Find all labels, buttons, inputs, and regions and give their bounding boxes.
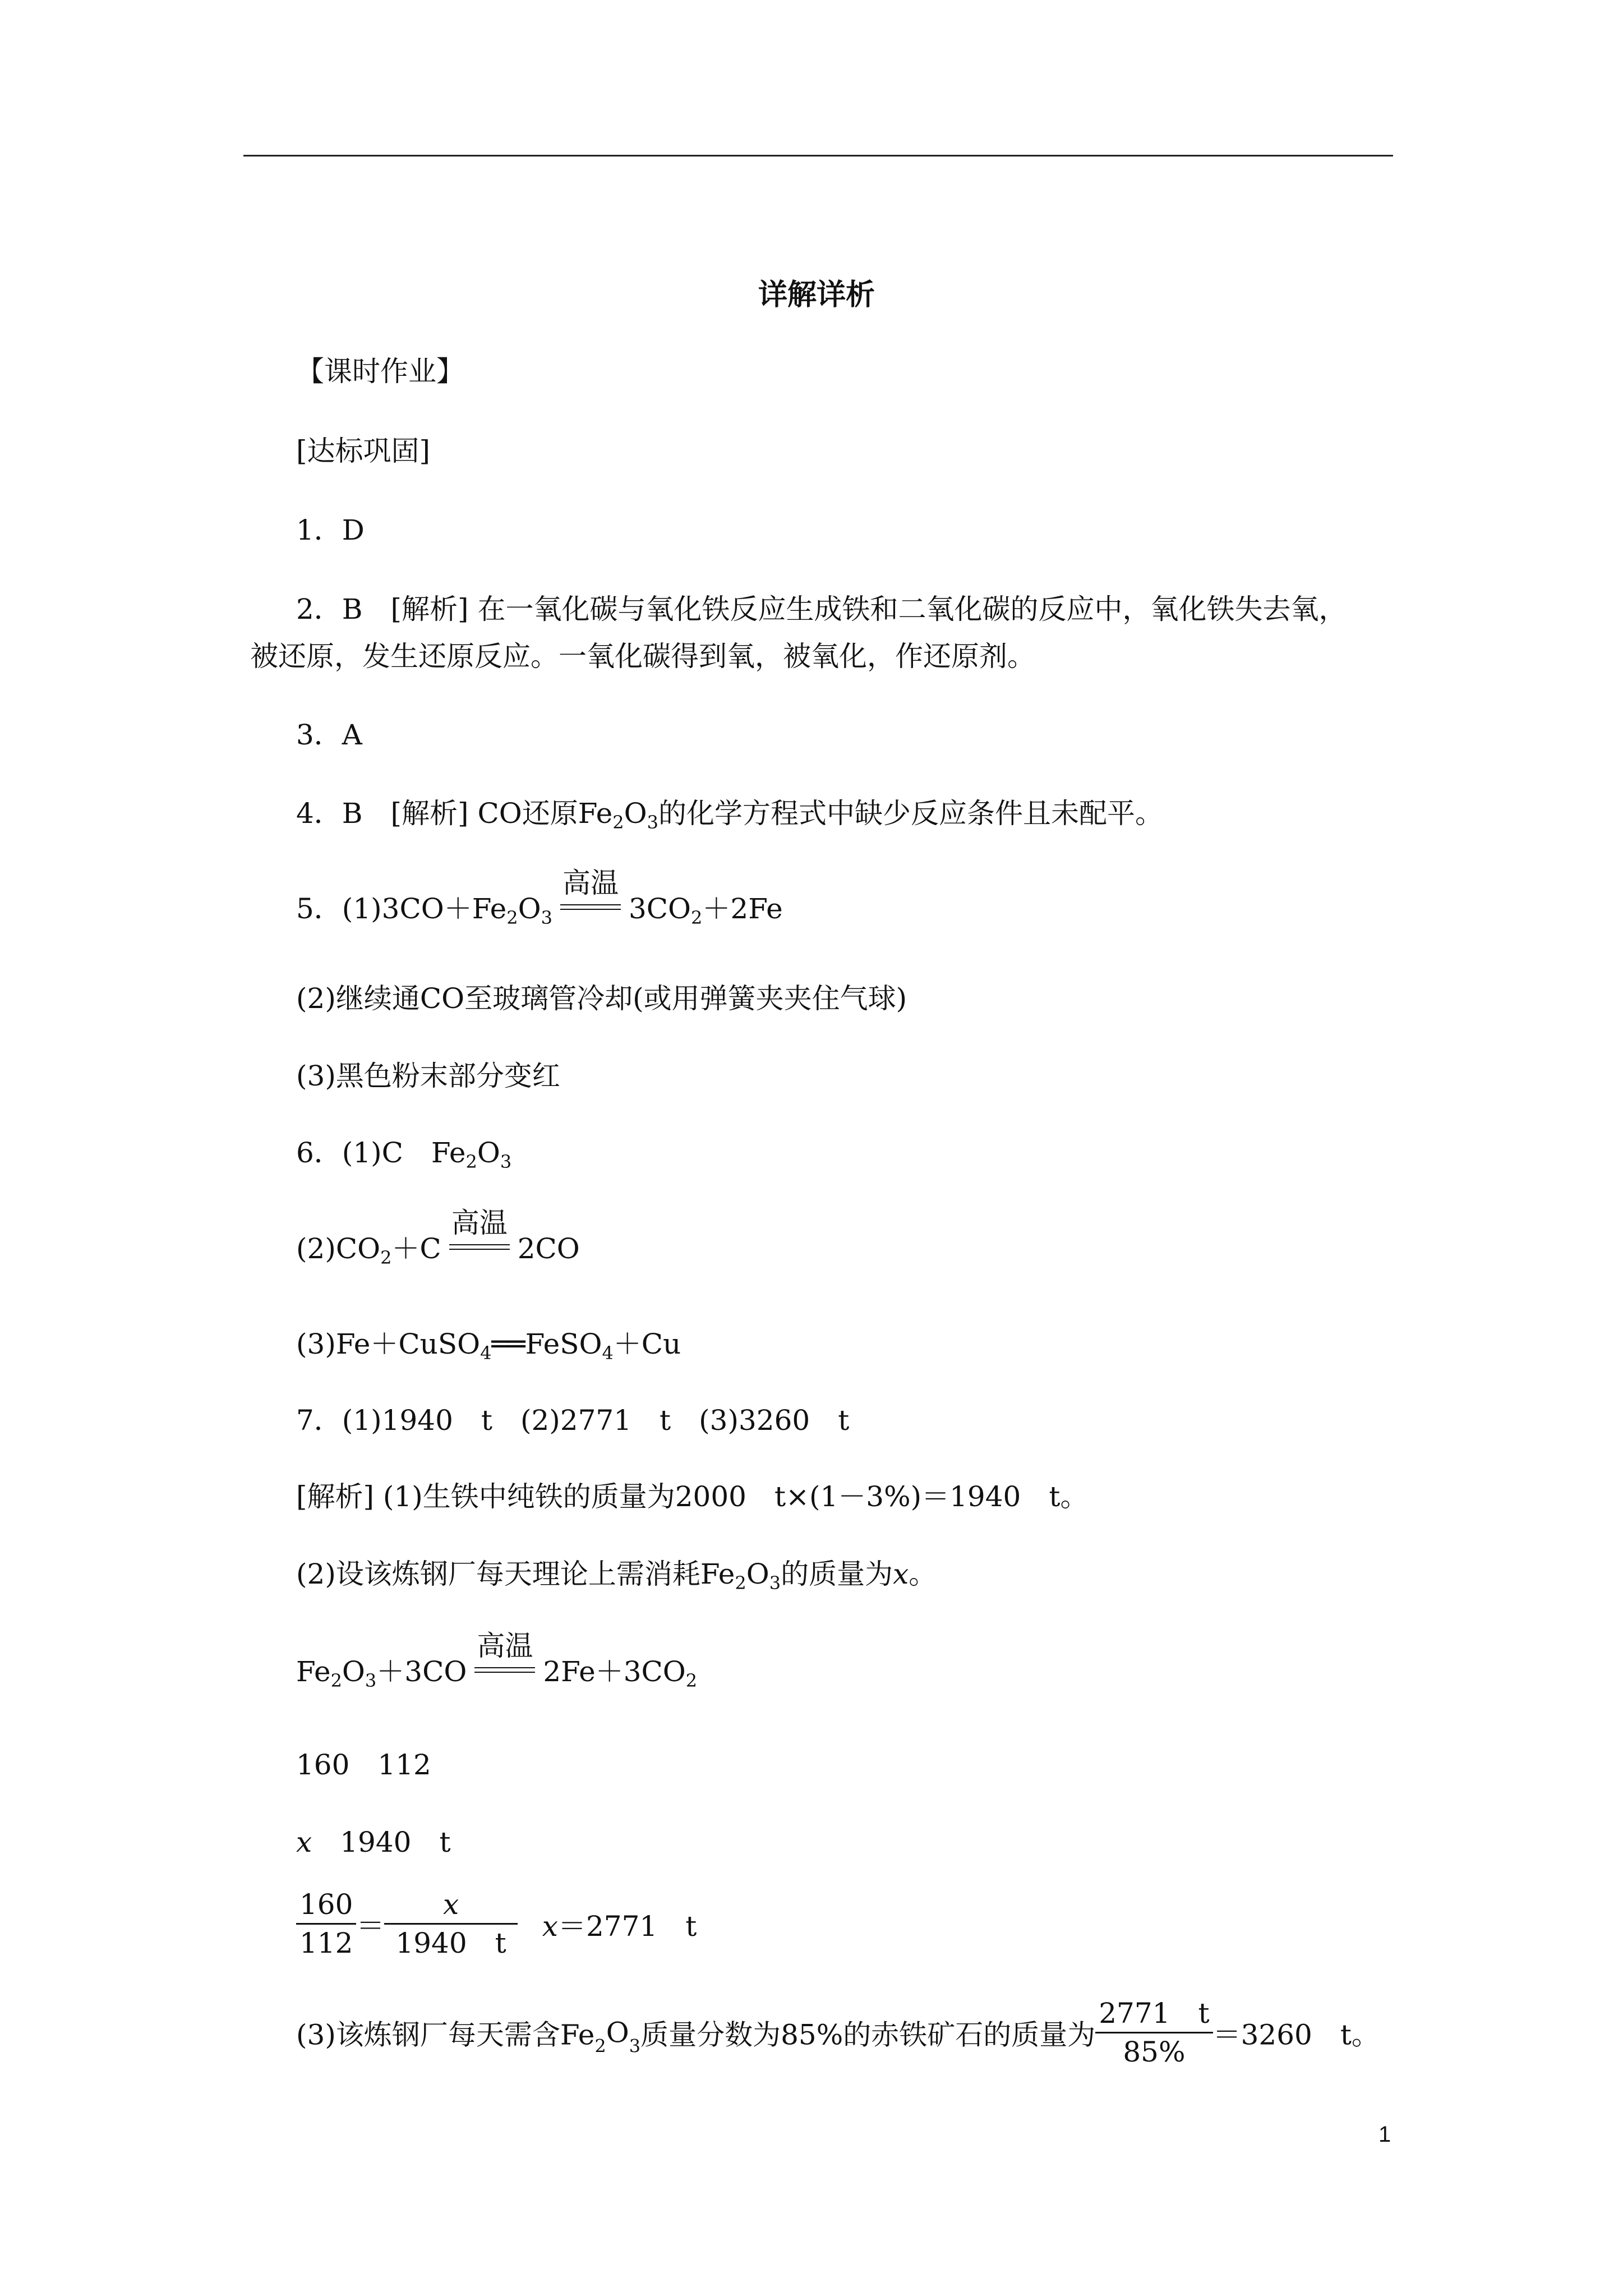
- reaction-arrow-high-temp: 高温: [557, 892, 624, 926]
- header-rule: [243, 155, 1393, 157]
- answer-5-1-equation: 5．$(1)3CO+Fe_2O_3$ 高温 $3CO_2+2Fe$: [296, 867, 783, 928]
- page-number: 1: [1378, 2122, 1391, 2147]
- answer-2-line-2: 被还原，发生还原反应。一氧化碳得到氧，被氧化，作还原剂。: [250, 640, 1035, 673]
- answer-6-2-equation: $(2)CO_2+C$ 高温 2CO: [296, 1207, 580, 1268]
- section-heading: 【课时作业】: [296, 355, 464, 388]
- answer-5-3: (3)黑色粉末部分变红: [296, 1060, 560, 1092]
- page-title: 详解详析: [758, 278, 875, 312]
- fraction-160-112: $\frac{160}{112}$: [296, 1886, 356, 1962]
- fraction-x-1940: $\frac{x}{1940 t}$: [384, 1886, 517, 1962]
- answer-6-1: 6．(1)C $Fe_2O_3$: [296, 1137, 512, 1172]
- answer-7-explanation-2: (2)设该炼钢厂每天理论上需消耗$Fe_2O_3$的质量为x。: [296, 1558, 937, 1594]
- answer-4: 4．B [解析] CO还原$Fe_2O_3$的化学方程式中缺少反应条件且未配平。: [296, 797, 1163, 833]
- answer-1: 1．D: [296, 514, 365, 546]
- answer-7-explanation-1: [解析] (1)生铁中纯铁的质量为2000 t×(1－3%)＝1940 t。: [296, 1480, 1089, 1513]
- reaction-arrow-high-temp: 高温: [446, 1232, 513, 1266]
- answer-6-3-equation: (3)Fe＋CuSO$_4$══FeSO$_4$＋Cu: [296, 1328, 681, 1364]
- answer-3: 3．A: [296, 719, 362, 751]
- answer-2-line-1: 2．B [解析] 在一氧化碳与氧化铁反应生成铁和二氧化碳的反应中，氧化铁失去氧，: [296, 593, 1347, 625]
- reaction-arrow-high-temp: 高温: [471, 1655, 538, 1688]
- answer-7-x-line: x 1940 t: [296, 1826, 451, 1858]
- fraction-2771-85: $\frac{2771 t}{85\%}$: [1095, 1995, 1212, 2070]
- answer-7-equation: $Fe_2O_3+3CO$ 高温 $2Fe+3CO_2$: [296, 1630, 698, 1691]
- answer-7-proportion: $\frac{160}{112}$ ＝ $\frac{x}{1940 t}$ x＝2771 t: [296, 1886, 697, 1962]
- subsection-heading: [达标巩固]: [296, 435, 431, 467]
- answer-7-explanation-3: (3)该炼钢厂每天需含$Fe_2O_3$质量分数为85%的赤铁矿石的质量为 $\frac{2771 t}{85\%}$ ＝3260 t。: [296, 1995, 1380, 2070]
- answer-7: 7．(1)1940 t (2)2771 t (3)3260 t: [296, 1404, 850, 1437]
- answer-7-ratio-line: 160 112: [296, 1749, 431, 1781]
- answer-5-2: (2)继续通CO至玻璃管冷却(或用弹簧夹夹住气球): [296, 982, 907, 1015]
